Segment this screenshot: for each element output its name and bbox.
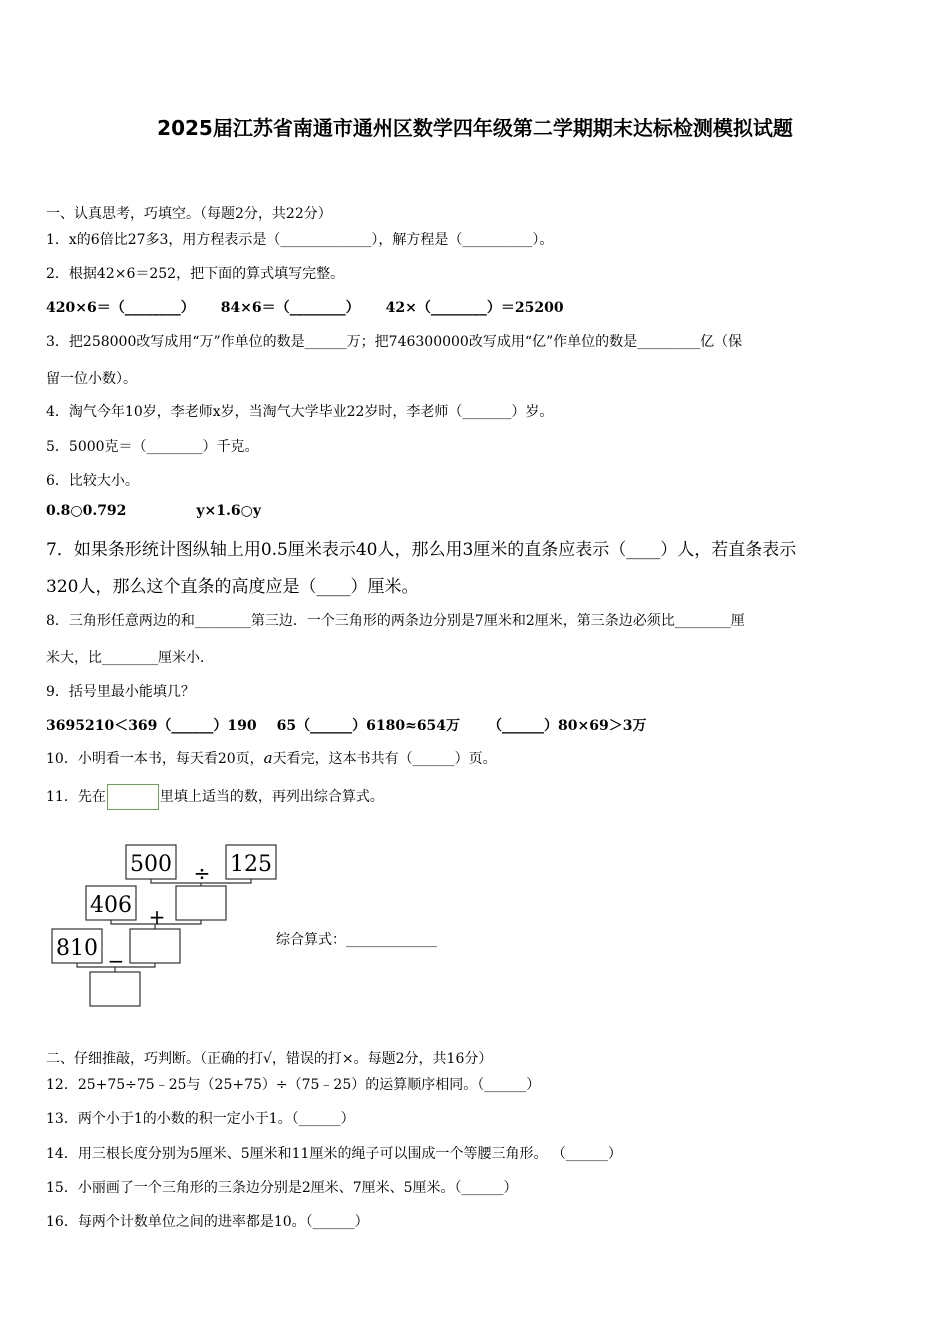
minus-sign: −: [107, 949, 125, 973]
question-7-line2: 320人，那么这个直条的高度应是（____）厘米。: [46, 577, 419, 597]
question-7-line1: 7．如果条形统计图纵轴上用0.5厘米表示40人，那么用3厘米的直条应表示（____）人，若直条表示: [46, 540, 797, 560]
section2-heading: 二、仔细推敲，巧判断。（正确的打√，错误的打×。每题2分，共16分）: [46, 1051, 493, 1067]
diagram-svg: [50, 842, 290, 1012]
number-125: 125: [230, 852, 272, 877]
question-14: 14．用三根长度分别为5厘米、5厘米和11厘米的绳子可以围成一个等腰三角形。 （______）: [46, 1146, 622, 1162]
question-1: 1．x的6倍比27多3，用方程表示是（_____________），解方程是（__________）。: [46, 232, 554, 248]
q9-item-2: 65（______）6180≈654万: [276, 718, 461, 734]
q6-item-1: 0.8○0.792: [46, 503, 127, 519]
question-15: 15．小丽画了一个三角形的三条边分别是2厘米、7厘米、5厘米。（______）: [46, 1180, 518, 1196]
question-6: 6．比较大小。: [46, 473, 139, 489]
question-12: 12．25+75÷75﹣25与（25+75）÷（75﹣25）的运算顺序相同。（______）: [46, 1077, 541, 1093]
q6-item-2: y×1.6○y: [196, 503, 261, 519]
q2-item-2: 84×6＝（________）: [220, 300, 360, 316]
question-6-items: [46, 503, 261, 519]
question-5: 5．5000克＝（________）千克。: [46, 439, 259, 455]
number-406: 406: [90, 893, 132, 918]
variable-a: a: [263, 749, 273, 767]
question-4: 4．淘气今年10岁，李老师x岁，当淘气大学毕业22岁时，李老师（_______）岁。: [46, 404, 554, 420]
number-500: 500: [130, 852, 172, 877]
question-2: 2．根据42×6＝252，把下面的算式填写完整。: [46, 266, 345, 282]
section1-heading: 一、认真思考，巧填空。（每题2分，共22分）: [46, 206, 332, 222]
q2-item-1: 420×6＝（________）: [46, 300, 195, 316]
question-16: 16．每两个计数单位之间的进率都是10。（______）: [46, 1214, 369, 1230]
question-8-line2: 米大，比________厘米小．: [46, 650, 214, 666]
question-11: 11．先在 里填上适当的数，再列出综合算式。: [46, 784, 384, 810]
question-9: 9．括号里最小能填几？: [46, 684, 195, 700]
question-2-items: [46, 297, 564, 317]
question-3-line1: 3．把258000改写成用“万”作单位的数是______万；把746300000改写成用“亿”作单位的数是_________亿（保: [46, 334, 743, 350]
q9-item-1: 3695210＜369（______）190: [46, 718, 257, 734]
answer-box[interactable]: [107, 784, 159, 810]
number-810: 810: [56, 936, 98, 961]
question-8-line1: 8．三角形任意两边的和________第三边．一个三角形的两条边分别是7厘米和2厘米，第三条边必须比________厘: [46, 613, 745, 629]
blank-box-1[interactable]: [176, 886, 226, 920]
page-title: 2025届江苏省南通市通州区数学四年级第二学期期末达标检测模拟试题: [157, 116, 793, 140]
divide-sign: ÷: [193, 861, 211, 885]
question-10: 10．小明看一本书，每天看20页，a天看完，这本书共有（______）页。: [46, 749, 497, 767]
calculation-diagram: [50, 842, 290, 1012]
q2-item-3: 42×（________）＝25200: [385, 300, 564, 316]
plus-sign: +: [148, 905, 166, 929]
blank-box-2[interactable]: [130, 929, 180, 963]
question-13: 13．两个小于1的小数的积一定小于1。（______）: [46, 1111, 355, 1127]
composite-expression-label: 综合算式：_____________: [276, 932, 437, 948]
question-3-line2: 留一位小数）。: [46, 371, 137, 387]
question-9-items: [46, 715, 646, 735]
q9-item-3: （______）80×69＞3万: [488, 718, 647, 734]
blank-box-3[interactable]: [90, 972, 140, 1006]
